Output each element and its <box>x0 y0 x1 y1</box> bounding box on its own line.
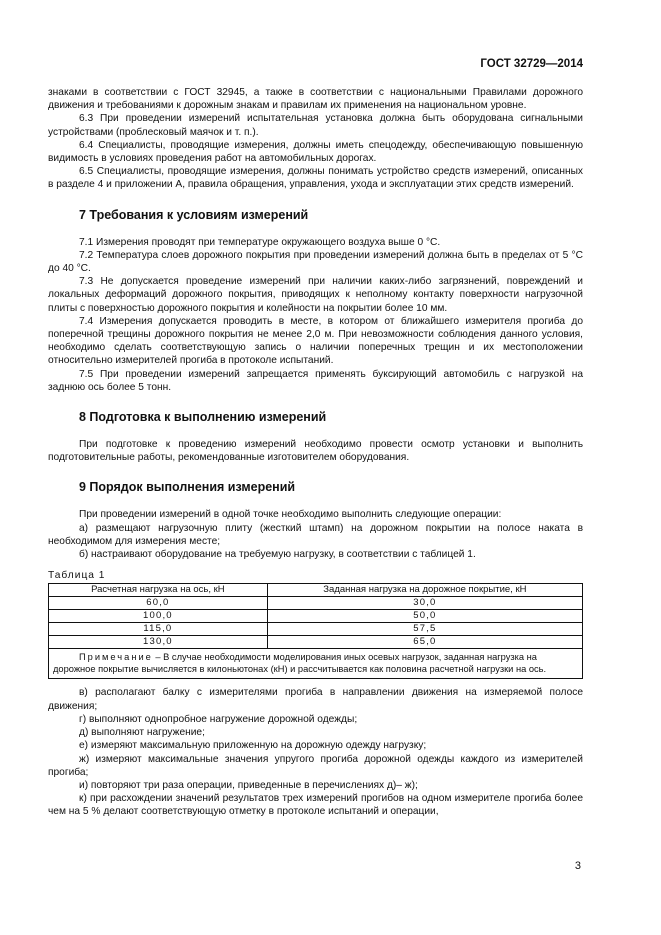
paragraph-7-5: 7.5 При проведении измерений запрещается применять буксирующий автомобиль с нагрузкой на заднюю ось более 5 тонн. <box>48 368 583 393</box>
list-item-a: а) размещают нагрузочную плиту (жесткий штамп) на дорожном покрытии на полосе наката в необходимом для измерения месте; <box>48 522 583 547</box>
load-table <box>48 583 583 679</box>
section-9-heading: 9 Порядок выполнения измерений <box>79 480 296 495</box>
list-item-zh: ж) измеряют максимальные значения упругого прогиба дорожной одежды каждого из измерителей прогиба; <box>48 753 583 778</box>
table-cell: 130,0 <box>49 636 268 649</box>
table-header-axle-load: Расчетная нагрузка на ось, кН <box>49 584 268 597</box>
page-number: 3 <box>574 860 581 872</box>
paragraph-6-5: 6.5 Специалисты, проводящие измерения, должны понимать устройство средств измерений, описанных в разделе 4 и приложении А, правила обращения, управления, ухода и эксплуатации этих средств измерений. <box>48 166 583 191</box>
table-cell: 115,0 <box>49 623 268 636</box>
table-row <box>49 597 583 610</box>
table-cell: 57,5 <box>267 623 582 636</box>
table-cell: 30,0 <box>267 597 582 610</box>
table-caption: Таблица 1 <box>48 570 106 582</box>
list-item-e: е) измеряют максимальную приложенную на дорожную одежду нагрузку; <box>79 740 427 752</box>
list-item-b: б) настраивают оборудование на требуемую нагрузку, в соответствии с таблицей 1. <box>79 549 476 561</box>
section-8-heading: 8 Подготовка к выполнению измерений <box>79 410 327 425</box>
paragraph-8: При подготовке к проведению измерений необходимо провести осмотр установки и выполнить подготовительные работы, рекомендованные изготовителем оборудования. <box>48 439 583 464</box>
list-item-d: д) выполняют нагружение; <box>79 727 205 739</box>
table-note-row <box>49 649 583 679</box>
document-code-header: ГОСТ 32729—2014 <box>480 58 583 70</box>
table-note <box>49 649 583 679</box>
paragraph-7-2: 7.2 Температура слоев дорожного покрытия при проведении измерений должна быть в пределах от 5 °С до 40 °С. <box>48 249 583 275</box>
table-row <box>49 610 583 623</box>
list-item-i: и) повторяют три раза операции, приведенные в перечислениях д)– ж); <box>79 779 418 791</box>
paragraph-6-4: 6.4 Специалисты, проводящие измерения, должны иметь спецодежду, обеспечивающую повышенную видимость в условиях проведения работ на автомобильных дорогах. <box>48 139 583 165</box>
table-row <box>49 636 583 649</box>
paragraph-7-3: 7.3 Не допускается проведение измерений при наличии каких-либо загрязнений, повреждений и локальных деформаций дорожного покрытия, приводящих к неполному контакту поверхности нагрузочной плиты с поверхностью дорожного покрытия и колейности на покрытии более 10 мм. <box>48 276 583 314</box>
paragraph-continuation: знаками в соответствии с ГОСТ 32945, а также в соответствии с национальными Правилами дорожного движения и требованиями к дорожным знакам и правилам их применения на национальном уровне. <box>48 87 583 112</box>
list-item-g: г) выполняют однопробное нагружение дорожной одежды; <box>79 713 358 725</box>
section-7-heading: 7 Требования к условиям измерений <box>79 207 309 222</box>
table-cell: 65,0 <box>267 636 582 649</box>
table-header-surface-load: Заданная нагрузка на дорожное покрытие, кН <box>267 584 582 597</box>
list-item-k: к) при расхождении значений результатов трех измерений прогибов на одном измерителе прогиба более чем на 5 % делают соответствующую отметку в протоколе испытаний и операции, <box>48 793 583 818</box>
paragraph-7-1: 7.1 Измерения проводят при температуре окружающего воздуха выше 0 °С. <box>79 236 441 248</box>
table-cell: 50,0 <box>267 610 582 623</box>
table-note-label: Примечание <box>79 652 153 663</box>
table-header-row <box>49 584 583 597</box>
paragraph-6-3: 6.3 При проведении измерений испытательная установка должна быть оборудована сигнальными устройствами (проблесковый маячок и т. п.). <box>48 113 583 138</box>
table-row <box>49 623 583 636</box>
page-content <box>48 86 583 819</box>
list-item-v: в) располагают балку с измерителями прогиба в направлении движения на измеряемой полосе движения; <box>48 687 583 712</box>
table-note-text: – В случае необходимости моделирования иных осевых нагрузок, заданная нагрузка на дорожное покрытие вычисляется в килоньютонах (кН) и рассчитывается как половина расчетной нагрузки на ось. <box>53 652 547 675</box>
table-cell: 60,0 <box>49 597 268 610</box>
paragraph-9-intro: При проведении измерений в одной точке необходимо выполнить следующие операции: <box>79 509 502 521</box>
paragraph-7-4: 7.4 Измерения допускается проводить в месте, в котором от ближайшего измерителя прогиба до поперечной трещины дорожного покрытия не менее 2,0 м. При невозможности соблюдения данного условия, необходимо сделать соответствующую запись о наличии поперечных трещин и их местоположении относительно измерителей прогиба в протоколе испытаний. <box>48 315 583 367</box>
table-cell: 100,0 <box>49 610 268 623</box>
